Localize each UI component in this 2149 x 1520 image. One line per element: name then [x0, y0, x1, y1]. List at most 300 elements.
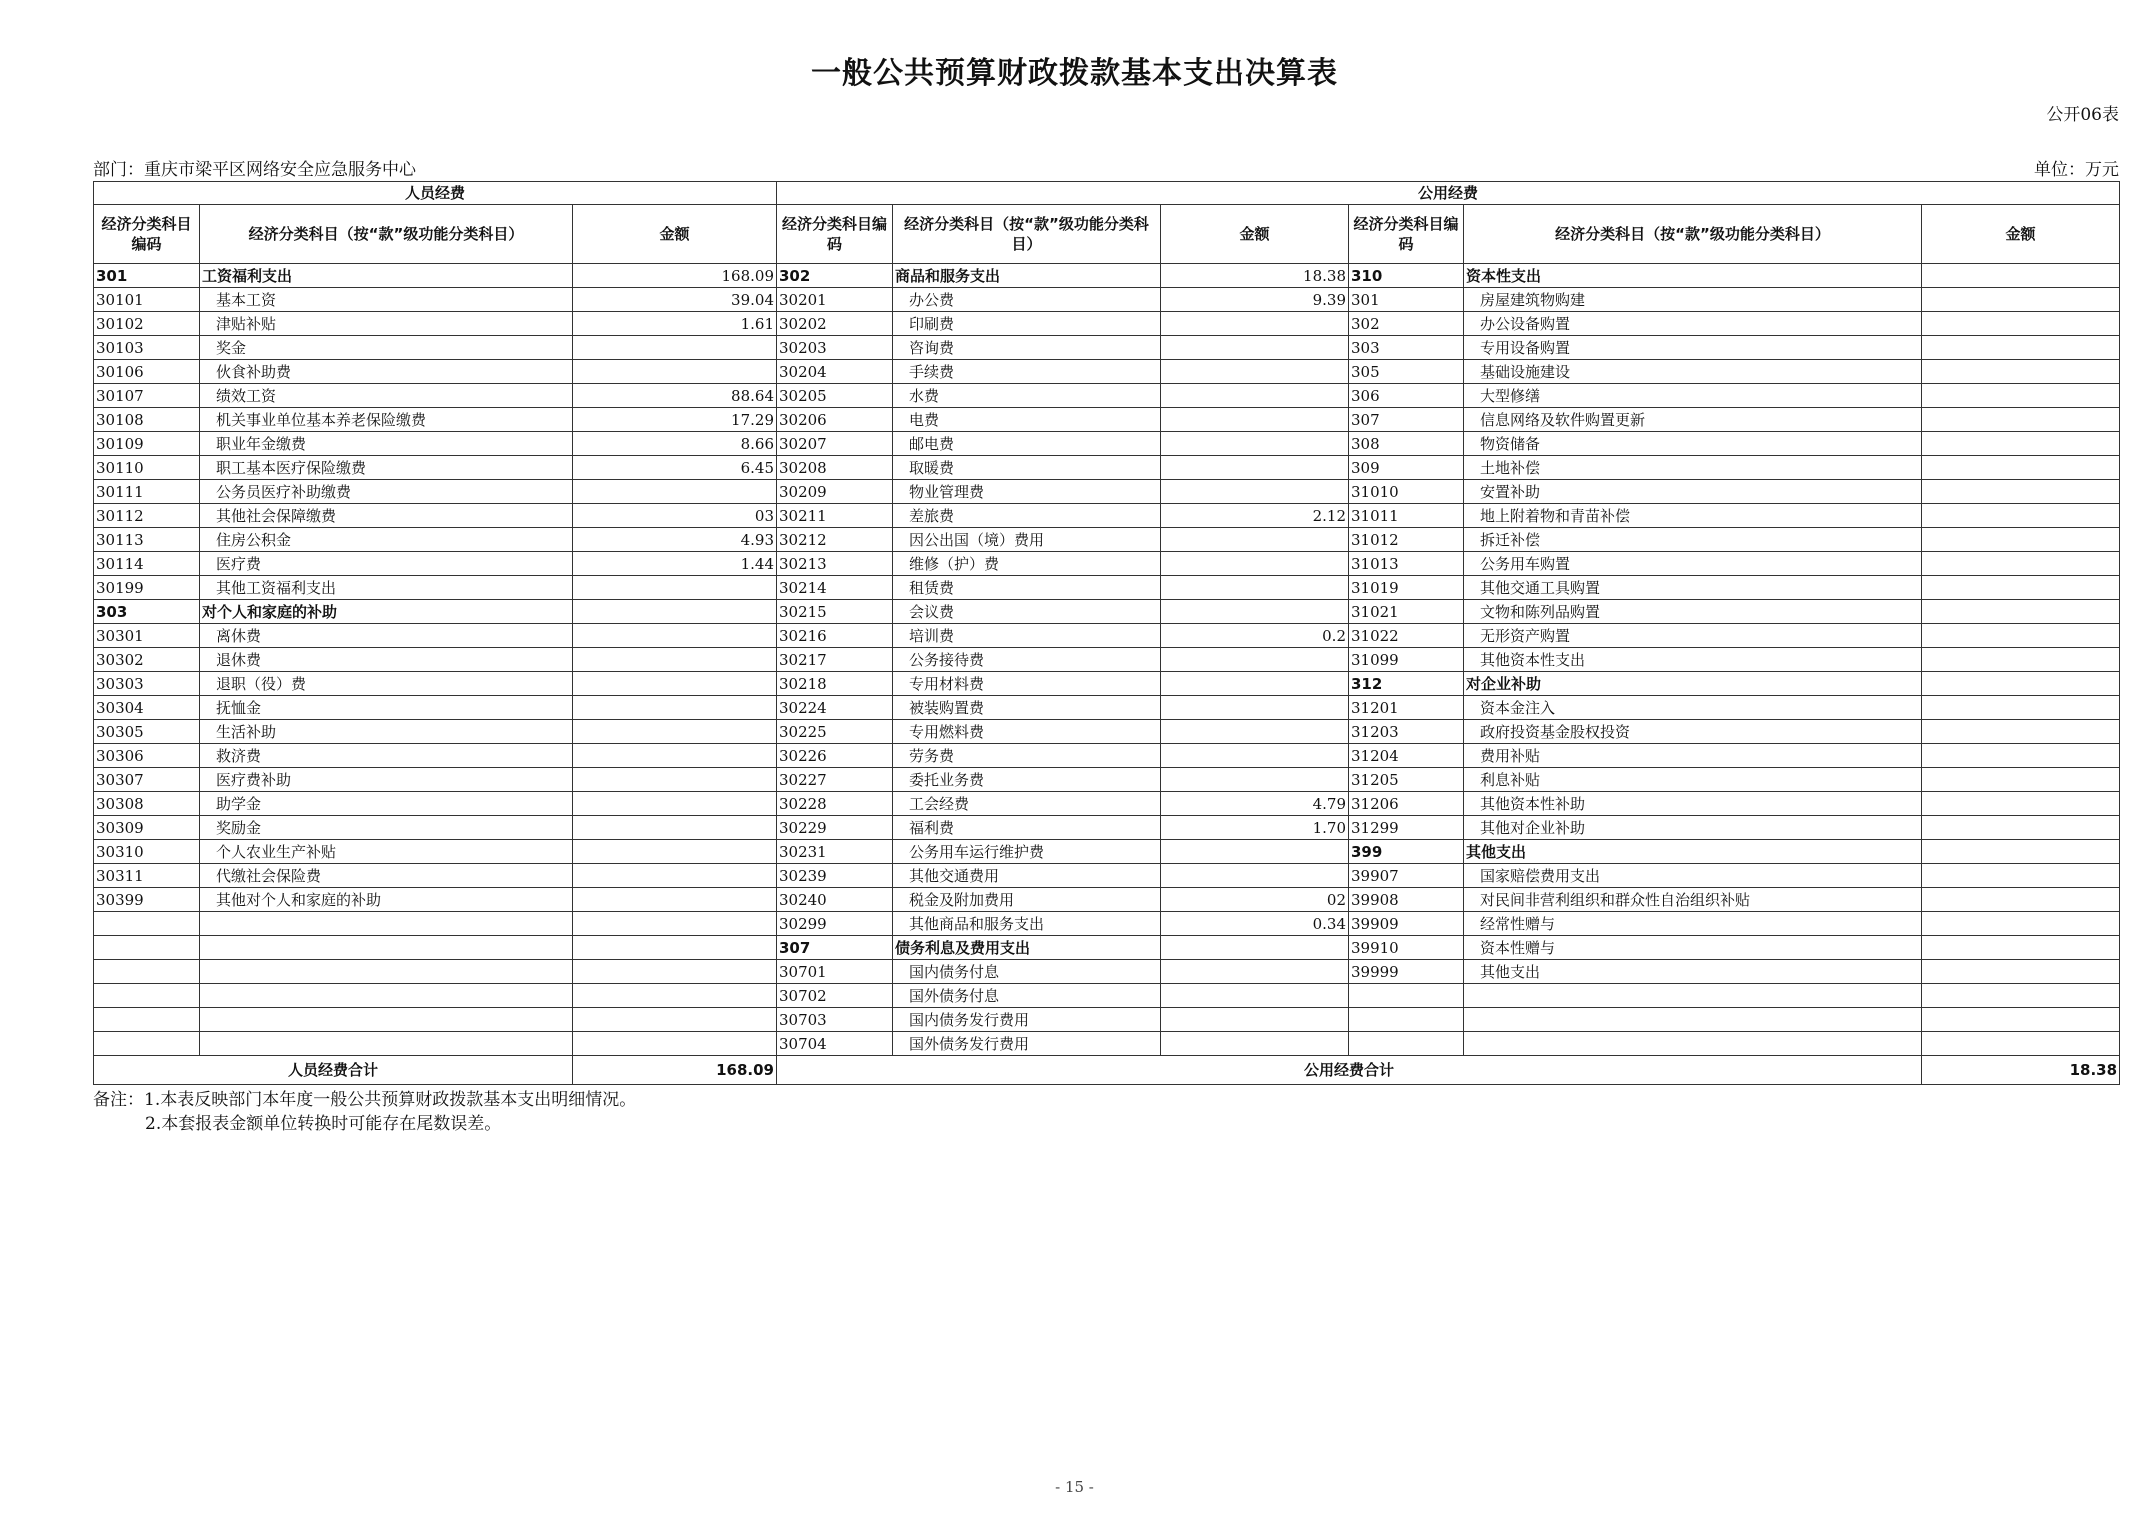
amount-cell — [1922, 576, 2120, 600]
name-cell: 物资储备 — [1464, 432, 1922, 456]
code-header: 经济分类科目编码 — [777, 205, 893, 264]
code-cell: 30207 — [777, 432, 893, 456]
name-cell: 房屋建筑物购建 — [1464, 288, 1922, 312]
code-cell: 30107 — [94, 384, 200, 408]
code-cell: 31013 — [1349, 552, 1464, 576]
code-cell: 39909 — [1349, 912, 1464, 936]
name-cell — [200, 960, 573, 984]
name-cell: 专用材料费 — [893, 672, 1161, 696]
amount-cell — [1922, 384, 2120, 408]
name-cell: 基本工资 — [200, 288, 573, 312]
table-row — [94, 672, 2120, 696]
name-cell: 对个人和家庭的补助 — [200, 600, 573, 624]
code-cell: 30703 — [777, 1008, 893, 1032]
table-row — [94, 744, 2120, 768]
amount-cell — [1922, 264, 2120, 288]
name-cell: 培训费 — [893, 624, 1161, 648]
name-cell: 公务接待费 — [893, 648, 1161, 672]
note-line-1: 备注：1.本表反映部门本年度一般公共预算财政拨款基本支出明细情况。 — [93, 1090, 637, 1110]
amount-cell: 4.93 — [573, 528, 777, 552]
amount-cell: 168.09 — [573, 264, 777, 288]
table-row — [94, 552, 2120, 576]
amount-cell — [1161, 552, 1349, 576]
department-label: 部门：重庆市梁平区网络安全应急服务中心 — [93, 160, 416, 180]
amount-cell — [573, 600, 777, 624]
code-cell: 30110 — [94, 456, 200, 480]
code-cell: 39910 — [1349, 936, 1464, 960]
amount-cell — [573, 360, 777, 384]
name-header: 经济分类科目（按“款”级功能分类科目） — [893, 205, 1161, 264]
amount-cell — [573, 1008, 777, 1032]
amount-cell — [1922, 864, 2120, 888]
name-cell: 租赁费 — [893, 576, 1161, 600]
amount-cell — [1161, 336, 1349, 360]
name-cell: 福利费 — [893, 816, 1161, 840]
code-cell: 31099 — [1349, 648, 1464, 672]
code-cell: 30108 — [94, 408, 200, 432]
table-row — [94, 312, 2120, 336]
amount-cell — [573, 624, 777, 648]
code-cell: 30111 — [94, 480, 200, 504]
amount-cell — [1161, 360, 1349, 384]
amount-cell — [573, 984, 777, 1008]
amount-cell — [1161, 1032, 1349, 1056]
table-row — [94, 264, 2120, 288]
amount-cell — [1922, 504, 2120, 528]
code-cell: 39908 — [1349, 888, 1464, 912]
amount-cell — [1161, 840, 1349, 864]
amount-cell — [1161, 648, 1349, 672]
name-cell: 印刷费 — [893, 312, 1161, 336]
amount-cell — [1161, 528, 1349, 552]
name-cell: 专用设备购置 — [1464, 336, 1922, 360]
table-row — [94, 888, 2120, 912]
amount-cell — [573, 744, 777, 768]
name-cell: 医疗费补助 — [200, 768, 573, 792]
amount-cell — [1922, 312, 2120, 336]
table-row — [94, 984, 2120, 1008]
code-cell: 31205 — [1349, 768, 1464, 792]
name-cell: 其他对个人和家庭的补助 — [200, 888, 573, 912]
name-cell: 个人农业生产补贴 — [200, 840, 573, 864]
name-cell: 伙食补助费 — [200, 360, 573, 384]
amount-cell — [1922, 456, 2120, 480]
amount-cell: 9.39 — [1161, 288, 1349, 312]
code-cell: 30303 — [94, 672, 200, 696]
name-cell — [1464, 984, 1922, 1008]
code-cell: 30701 — [777, 960, 893, 984]
amount-cell — [573, 792, 777, 816]
name-cell: 奖励金 — [200, 816, 573, 840]
name-cell: 对企业补助 — [1464, 672, 1922, 696]
amount-cell — [1922, 408, 2120, 432]
code-cell — [1349, 1032, 1464, 1056]
name-cell: 手续费 — [893, 360, 1161, 384]
code-cell: 30212 — [777, 528, 893, 552]
amount-cell: 4.79 — [1161, 792, 1349, 816]
table-row — [94, 864, 2120, 888]
name-cell: 委托业务费 — [893, 768, 1161, 792]
code-cell: 31012 — [1349, 528, 1464, 552]
table-row — [94, 576, 2120, 600]
amount-header: 金额 — [1161, 205, 1349, 264]
amount-cell — [573, 336, 777, 360]
code-cell: 303 — [94, 600, 200, 624]
amount-cell: 1.61 — [573, 312, 777, 336]
table-row — [94, 504, 2120, 528]
name-cell: 债务利息及费用支出 — [893, 936, 1161, 960]
code-cell: 31019 — [1349, 576, 1464, 600]
name-cell: 对民间非营利组织和群众性自治组织补贴 — [1464, 888, 1922, 912]
amount-cell — [573, 672, 777, 696]
code-cell: 30102 — [94, 312, 200, 336]
amount-cell — [1922, 888, 2120, 912]
unit-label: 单位：万元 — [2034, 160, 2119, 180]
code-cell: 30204 — [777, 360, 893, 384]
amount-cell — [1922, 432, 2120, 456]
code-cell: 30203 — [777, 336, 893, 360]
code-cell: 30228 — [777, 792, 893, 816]
amount-cell: 17.29 — [573, 408, 777, 432]
table-row — [94, 720, 2120, 744]
name-cell — [200, 984, 573, 1008]
table-row — [94, 1032, 2120, 1056]
table-row — [94, 960, 2120, 984]
amount-cell — [573, 816, 777, 840]
amount-header: 金额 — [573, 205, 777, 264]
table-row — [94, 696, 2120, 720]
name-cell: 工会经费 — [893, 792, 1161, 816]
code-cell: 30215 — [777, 600, 893, 624]
code-cell: 303 — [1349, 336, 1464, 360]
code-cell: 39999 — [1349, 960, 1464, 984]
name-cell: 住房公积金 — [200, 528, 573, 552]
code-cell: 30205 — [777, 384, 893, 408]
code-cell: 30218 — [777, 672, 893, 696]
code-cell: 30231 — [777, 840, 893, 864]
amount-cell — [1161, 456, 1349, 480]
amount-cell — [1161, 720, 1349, 744]
name-cell: 职工基本医疗保险缴费 — [200, 456, 573, 480]
amount-cell: 18.38 — [1161, 264, 1349, 288]
amount-cell — [1922, 768, 2120, 792]
amount-cell — [1922, 360, 2120, 384]
name-cell: 退职（役）费 — [200, 672, 573, 696]
name-cell: 国家赔偿费用支出 — [1464, 864, 1922, 888]
name-cell — [200, 1032, 573, 1056]
code-cell: 302 — [1349, 312, 1464, 336]
name-cell: 维修（护）费 — [893, 552, 1161, 576]
amount-cell — [1922, 1008, 2120, 1032]
amount-cell — [1922, 984, 2120, 1008]
name-cell: 国外债务发行费用 — [893, 1032, 1161, 1056]
name-cell: 其他支出 — [1464, 960, 1922, 984]
table-row — [94, 384, 2120, 408]
name-cell: 公务用车运行维护费 — [893, 840, 1161, 864]
table-row — [94, 936, 2120, 960]
code-cell: 30704 — [777, 1032, 893, 1056]
name-cell: 国外债务付息 — [893, 984, 1161, 1008]
amount-cell — [573, 960, 777, 984]
amount-cell — [1922, 600, 2120, 624]
name-cell: 办公设备购置 — [1464, 312, 1922, 336]
name-cell: 津贴补贴 — [200, 312, 573, 336]
table-row — [94, 816, 2120, 840]
code-cell: 30239 — [777, 864, 893, 888]
amount-cell — [1922, 480, 2120, 504]
code-cell: 30304 — [94, 696, 200, 720]
code-cell: 30209 — [777, 480, 893, 504]
expenditure-table — [93, 181, 2120, 1085]
code-cell: 31021 — [1349, 600, 1464, 624]
amount-cell — [573, 648, 777, 672]
table-row — [94, 336, 2120, 360]
amount-cell — [1922, 336, 2120, 360]
code-cell — [94, 936, 200, 960]
code-cell: 30227 — [777, 768, 893, 792]
table-row — [94, 768, 2120, 792]
amount-cell — [1922, 696, 2120, 720]
table-row — [94, 792, 2120, 816]
name-cell: 其他交通工具购置 — [1464, 576, 1922, 600]
name-cell: 生活补助 — [200, 720, 573, 744]
amount-cell: 03 — [573, 504, 777, 528]
amount-cell — [1922, 528, 2120, 552]
public-total-amount: 18.38 — [1922, 1056, 2120, 1085]
amount-cell — [573, 480, 777, 504]
amount-cell — [1922, 840, 2120, 864]
personnel-header: 人员经费 — [94, 182, 777, 205]
name-cell: 利息补贴 — [1464, 768, 1922, 792]
name-cell: 地上附着物和青苗补偿 — [1464, 504, 1922, 528]
code-cell: 307 — [1349, 408, 1464, 432]
code-cell: 307 — [777, 936, 893, 960]
code-cell: 30201 — [777, 288, 893, 312]
name-header: 经济分类科目（按“款”级功能分类科目） — [200, 205, 573, 264]
amount-cell — [573, 936, 777, 960]
code-cell: 30308 — [94, 792, 200, 816]
code-cell: 31010 — [1349, 480, 1464, 504]
code-cell: 30240 — [777, 888, 893, 912]
name-cell: 助学金 — [200, 792, 573, 816]
code-cell: 30199 — [94, 576, 200, 600]
amount-cell — [1922, 744, 2120, 768]
code-cell: 30208 — [777, 456, 893, 480]
amount-cell — [1161, 984, 1349, 1008]
name-cell: 代缴社会保险费 — [200, 864, 573, 888]
code-cell: 301 — [94, 264, 200, 288]
code-cell: 30216 — [777, 624, 893, 648]
code-cell: 30211 — [777, 504, 893, 528]
code-cell: 31299 — [1349, 816, 1464, 840]
amount-cell — [1161, 936, 1349, 960]
code-cell: 30109 — [94, 432, 200, 456]
name-cell: 费用补贴 — [1464, 744, 1922, 768]
amount-cell — [1161, 1008, 1349, 1032]
code-cell — [94, 984, 200, 1008]
name-cell: 电费 — [893, 408, 1161, 432]
table-row — [94, 600, 2120, 624]
name-cell: 邮电费 — [893, 432, 1161, 456]
totals-row — [94, 1056, 2120, 1085]
code-header: 经济分类科目编码 — [1349, 205, 1464, 264]
amount-cell: 1.70 — [1161, 816, 1349, 840]
name-cell: 政府投资基金股权投资 — [1464, 720, 1922, 744]
amount-cell — [573, 1032, 777, 1056]
code-cell: 31201 — [1349, 696, 1464, 720]
form-number: 公开06表 — [2046, 105, 2119, 125]
amount-cell — [1161, 696, 1349, 720]
name-cell: 资本金注入 — [1464, 696, 1922, 720]
name-cell: 经常性赠与 — [1464, 912, 1922, 936]
amount-cell: 2.12 — [1161, 504, 1349, 528]
amount-cell — [1161, 744, 1349, 768]
name-cell: 信息网络及软件购置更新 — [1464, 408, 1922, 432]
name-cell: 职业年金缴费 — [200, 432, 573, 456]
code-cell: 30306 — [94, 744, 200, 768]
name-cell: 绩效工资 — [200, 384, 573, 408]
table-row — [94, 432, 2120, 456]
amount-cell — [1922, 648, 2120, 672]
table-row — [94, 624, 2120, 648]
amount-cell — [1922, 960, 2120, 984]
name-cell: 咨询费 — [893, 336, 1161, 360]
amount-cell: 0.2 — [1161, 624, 1349, 648]
name-cell: 资本性支出 — [1464, 264, 1922, 288]
amount-cell — [1161, 408, 1349, 432]
name-cell: 国内债务付息 — [893, 960, 1161, 984]
code-cell — [94, 1032, 200, 1056]
public-total-label: 公用经费合计 — [777, 1056, 1922, 1085]
code-cell: 399 — [1349, 840, 1464, 864]
name-cell: 其他工资福利支出 — [200, 576, 573, 600]
code-cell: 30106 — [94, 360, 200, 384]
amount-cell — [573, 840, 777, 864]
name-cell — [1464, 1008, 1922, 1032]
table-row — [94, 408, 2120, 432]
name-cell: 税金及附加费用 — [893, 888, 1161, 912]
name-cell: 其他资本性支出 — [1464, 648, 1922, 672]
amount-cell: 6.45 — [573, 456, 777, 480]
table-row — [94, 360, 2120, 384]
name-cell: 差旅费 — [893, 504, 1161, 528]
amount-cell — [1922, 792, 2120, 816]
name-cell: 劳务费 — [893, 744, 1161, 768]
code-cell: 30213 — [777, 552, 893, 576]
amount-cell — [1161, 672, 1349, 696]
name-cell: 专用燃料费 — [893, 720, 1161, 744]
name-cell: 会议费 — [893, 600, 1161, 624]
code-cell: 31204 — [1349, 744, 1464, 768]
name-cell: 工资福利支出 — [200, 264, 573, 288]
code-cell: 30114 — [94, 552, 200, 576]
page-number: - 15 - — [1055, 1478, 1094, 1496]
code-cell: 30399 — [94, 888, 200, 912]
name-cell: 其他交通费用 — [893, 864, 1161, 888]
name-cell — [1464, 1032, 1922, 1056]
code-cell — [94, 1008, 200, 1032]
code-cell — [1349, 984, 1464, 1008]
amount-cell — [1922, 672, 2120, 696]
name-cell: 退休费 — [200, 648, 573, 672]
name-cell: 安置补助 — [1464, 480, 1922, 504]
code-cell: 31206 — [1349, 792, 1464, 816]
code-cell — [94, 960, 200, 984]
name-cell: 土地补偿 — [1464, 456, 1922, 480]
public-header: 公用经费 — [777, 182, 2120, 205]
name-cell: 大型修缮 — [1464, 384, 1922, 408]
amount-cell — [573, 696, 777, 720]
amount-cell — [1161, 864, 1349, 888]
amount-cell — [573, 888, 777, 912]
amount-cell — [573, 864, 777, 888]
amount-cell: 1.44 — [573, 552, 777, 576]
name-cell: 其他对企业补助 — [1464, 816, 1922, 840]
code-cell — [94, 912, 200, 936]
name-cell: 资本性赠与 — [1464, 936, 1922, 960]
name-cell: 基础设施建设 — [1464, 360, 1922, 384]
name-cell: 其他资本性补助 — [1464, 792, 1922, 816]
table-row — [94, 648, 2120, 672]
name-cell: 其他支出 — [1464, 840, 1922, 864]
name-cell: 抚恤金 — [200, 696, 573, 720]
personnel-total-label: 人员经费合计 — [94, 1056, 573, 1085]
amount-cell — [573, 768, 777, 792]
code-cell: 306 — [1349, 384, 1464, 408]
name-cell: 取暖费 — [893, 456, 1161, 480]
table-row — [94, 528, 2120, 552]
name-header: 经济分类科目（按“款”级功能分类科目） — [1464, 205, 1922, 264]
code-cell: 30310 — [94, 840, 200, 864]
amount-cell — [1922, 936, 2120, 960]
code-cell: 30113 — [94, 528, 200, 552]
code-cell: 30299 — [777, 912, 893, 936]
code-cell: 302 — [777, 264, 893, 288]
personnel-total-amount: 168.09 — [573, 1056, 777, 1085]
code-cell: 30309 — [94, 816, 200, 840]
code-cell: 30302 — [94, 648, 200, 672]
code-cell: 39907 — [1349, 864, 1464, 888]
name-cell: 拆迁补偿 — [1464, 528, 1922, 552]
name-cell — [200, 936, 573, 960]
amount-cell — [1161, 312, 1349, 336]
name-cell: 水费 — [893, 384, 1161, 408]
name-cell: 奖金 — [200, 336, 573, 360]
name-cell: 商品和服务支出 — [893, 264, 1161, 288]
amount-cell — [1922, 912, 2120, 936]
code-cell: 30206 — [777, 408, 893, 432]
name-cell: 国内债务发行费用 — [893, 1008, 1161, 1032]
amount-header: 金额 — [1922, 205, 2120, 264]
code-cell: 30702 — [777, 984, 893, 1008]
code-cell: 30307 — [94, 768, 200, 792]
amount-cell — [1161, 600, 1349, 624]
code-cell: 31011 — [1349, 504, 1464, 528]
code-cell: 310 — [1349, 264, 1464, 288]
amount-cell — [1922, 720, 2120, 744]
amount-cell — [573, 912, 777, 936]
code-cell: 30301 — [94, 624, 200, 648]
name-cell: 医疗费 — [200, 552, 573, 576]
code-header: 经济分类科目编码 — [94, 205, 200, 264]
code-cell: 312 — [1349, 672, 1464, 696]
amount-cell — [1161, 480, 1349, 504]
name-cell — [200, 1008, 573, 1032]
name-cell: 物业管理费 — [893, 480, 1161, 504]
table-row — [94, 480, 2120, 504]
table-row — [94, 912, 2120, 936]
note-line-2: 2.本套报表金额单位转换时可能存在尾数误差。 — [145, 1114, 502, 1134]
